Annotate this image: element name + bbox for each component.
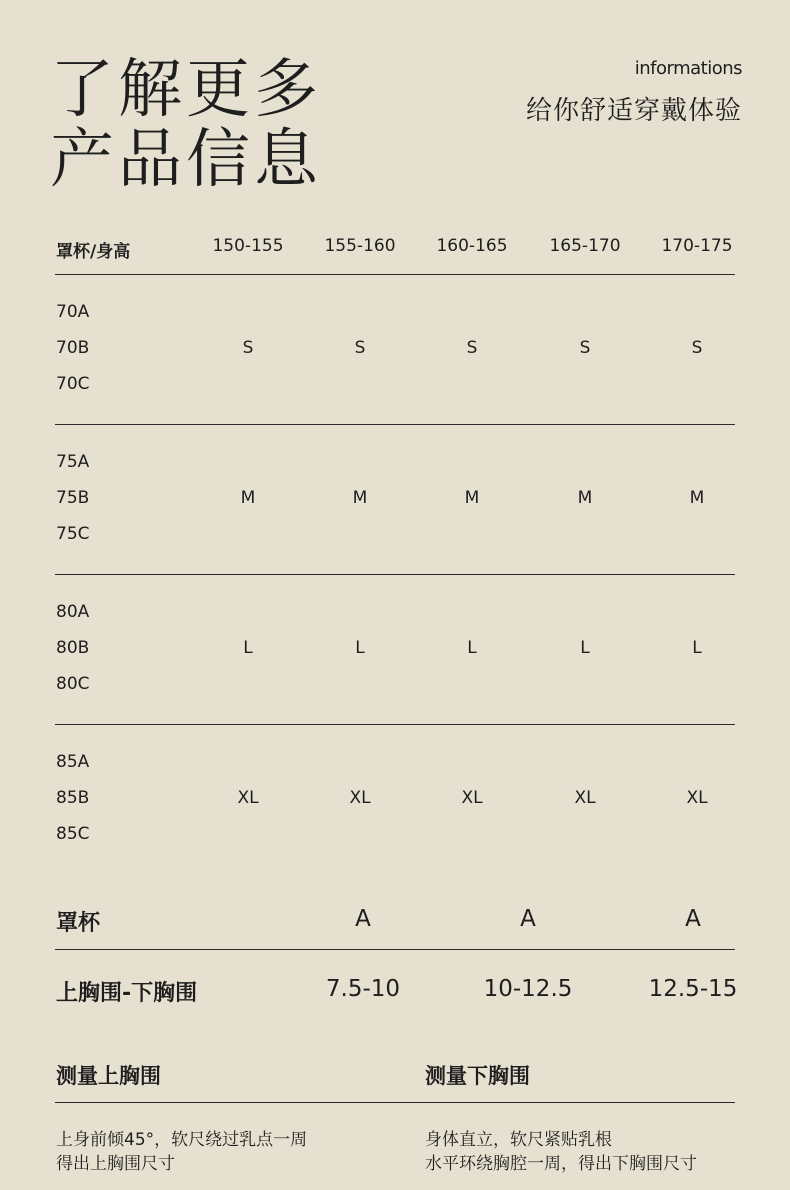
size-cell: L [243, 638, 253, 658]
cup-size-label: 70C [56, 374, 90, 394]
cup-value: A [355, 906, 371, 932]
section-divider [55, 1102, 735, 1103]
height-column-header: 160-165 [436, 236, 508, 256]
height-column-header: 150-155 [212, 236, 284, 256]
cup-size-label: 75A [56, 452, 90, 472]
cup-size-label: 75B [56, 488, 90, 508]
bust-difference-label: 上胸围-下胸围 [56, 981, 198, 1006]
cup-size-label: 70B [56, 338, 90, 358]
size-cell: S [466, 338, 478, 358]
measure-lower-text-line-1: 身体直立，软尺紧贴乳根 [425, 1130, 612, 1150]
cup-size-label: 75C [56, 524, 90, 544]
height-column-header: 155-160 [324, 236, 396, 256]
size-cell: M [577, 488, 593, 508]
table-divider [55, 274, 735, 275]
table-divider [55, 949, 735, 950]
size-cell: XL [237, 788, 259, 808]
cup-size-label: 70A [56, 302, 90, 322]
size-cell: M [689, 488, 705, 508]
size-cell: XL [461, 788, 483, 808]
subtitle-chinese: 给你舒适穿戴体验 [525, 96, 742, 126]
table-divider [55, 574, 735, 575]
measure-lower-text-line-2: 水平环绕胸腔一周，得出下胸围尺寸 [425, 1154, 697, 1174]
cup-size-label: 85B [56, 788, 90, 808]
size-cell: M [352, 488, 368, 508]
height-column-header: 165-170 [549, 236, 621, 256]
size-cell: XL [686, 788, 708, 808]
table-divider [55, 424, 735, 425]
size-cell: XL [349, 788, 371, 808]
size-cell: L [355, 638, 365, 658]
cup-size-label: 85C [56, 824, 90, 844]
height-column-header: 170-175 [661, 236, 733, 256]
size-cell: S [579, 338, 591, 358]
size-cell: S [242, 338, 254, 358]
size-cell: L [580, 638, 590, 658]
size-cell: L [692, 638, 702, 658]
cup-size-label: 85A [56, 752, 90, 772]
size-cell: M [240, 488, 256, 508]
cup-value: A [685, 906, 701, 932]
size-cell: XL [574, 788, 596, 808]
bust-difference-value: 12.5-15 [648, 976, 738, 1002]
cup-size-label: 80B [56, 638, 90, 658]
measure-lower-title: 测量下胸围 [425, 1064, 530, 1088]
size-cell: L [467, 638, 477, 658]
size-cell: S [354, 338, 366, 358]
cup-value: A [520, 906, 536, 932]
subtitle-english: informations [634, 58, 742, 79]
measure-upper-text-line-2: 得出上胸围尺寸 [56, 1154, 175, 1174]
measure-upper-text-line-1: 上身前倾45°，软尺绕过乳点一周 [56, 1130, 308, 1150]
bust-difference-value: 10-12.5 [483, 976, 573, 1002]
measure-upper-title: 测量上胸围 [56, 1064, 161, 1088]
page-title-line-2: 产品信息 [50, 123, 322, 197]
size-cell: S [691, 338, 703, 358]
cup-row-label: 罩杯 [56, 911, 101, 936]
size-cell: M [464, 488, 480, 508]
bust-difference-value: 7.5-10 [325, 976, 401, 1002]
cup-size-label: 80A [56, 602, 90, 622]
size-table-corner-label: 罩杯/身高 [56, 242, 131, 262]
cup-size-label: 80C [56, 674, 90, 694]
page-title-line-1: 了解更多 [50, 53, 322, 127]
table-divider [55, 724, 735, 725]
